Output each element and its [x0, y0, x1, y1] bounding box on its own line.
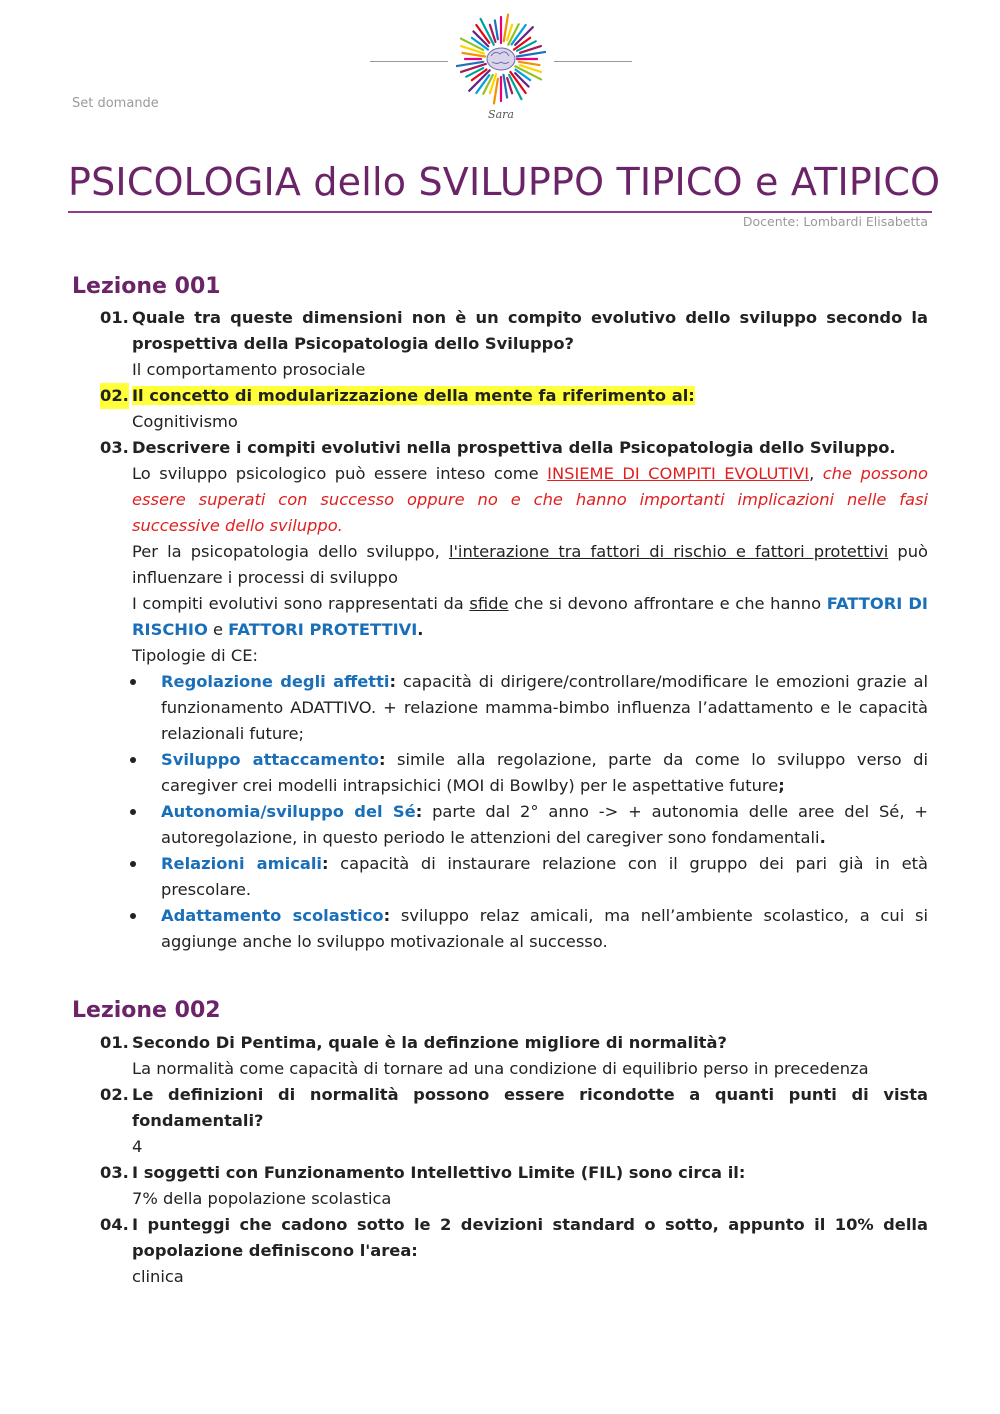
question-number: 02.	[100, 1085, 129, 1104]
text-run: e	[207, 620, 229, 639]
logo-caption: Sara	[488, 108, 514, 121]
key-term-blue: FATTORI PROTETTIVI	[228, 620, 418, 639]
text-run: :	[383, 906, 391, 925]
answer-text: Il comportamento prosociale	[132, 360, 366, 379]
question-text: Descrivere i compiti evolutivi nella prospettiva della Psicopatologia dello Sviluppo.	[132, 438, 896, 457]
list-item	[100, 903, 928, 955]
question-number: 03.	[100, 438, 129, 457]
question-item	[100, 383, 928, 435]
question-text: Le definizioni di normalità possono essere ricondotte a quanti punti di vista fondamentali?	[132, 1085, 928, 1130]
text-run: :	[378, 750, 386, 769]
text-run: Per la psicopatologia dello sviluppo,	[132, 542, 449, 561]
type-term: Relazioni amicali	[161, 854, 323, 873]
answer-text: clinica	[132, 1267, 184, 1286]
question-text: Quale tra queste dimensioni non è un compito evolutivo dello sviluppo secondo la prospettiva della Psicopatologia dello Sviluppo?	[132, 308, 928, 353]
question-text: I punteggi che cadono sotto le 2 devizioni standard o sotto, appunto il 10% della popolazione definiscono l'area:	[132, 1215, 928, 1260]
type-term: Adattamento scolastico	[161, 906, 384, 925]
question-number: 01.	[100, 1033, 129, 1052]
question-item	[100, 1160, 928, 1212]
list-item	[100, 747, 928, 799]
type-description: simile alla regolazione, parte da come lo sviluppo verso di caregiver crei modelli intrapsichici (MOI di Bowlby) per le aspettative future	[161, 750, 928, 795]
document-title: PSICOLOGIA dello SVILUPPO TIPICO e ATIPICO	[68, 160, 941, 204]
teacher-label: Docente: Lombardi Elisabetta	[742, 214, 928, 229]
italic-red-text: che possono essere superati con successo oppure no e che hanno importanti implicazioni nelle fasi successive dello sviluppo.	[132, 464, 928, 535]
types-label: Tipologie di CE:	[132, 646, 258, 665]
text-run: :	[322, 854, 329, 873]
question-item	[100, 1030, 928, 1082]
list-item	[100, 851, 928, 903]
lesson-001-heading: Lezione 001	[72, 274, 221, 299]
text-run: ;	[778, 776, 785, 795]
text-run: :	[415, 802, 423, 821]
ce-types-list	[100, 669, 928, 955]
title-rule	[68, 211, 932, 213]
type-term: Sviluppo attaccamento	[161, 750, 379, 769]
question-text: I soggetti con Funzionamento Intellettivo Limite (FIL) sono circa il:	[132, 1163, 746, 1182]
lesson-001-questions	[100, 305, 928, 669]
brain-burst-logo-icon	[456, 12, 546, 108]
set-label: Set domande	[72, 96, 159, 111]
bullet-icon	[130, 913, 136, 919]
key-term-blue: FATTORI DI RISCHIO	[132, 594, 928, 639]
question-number: 01.	[100, 308, 129, 327]
question-text-highlighted: Il concetto di modularizzazione della mente fa riferimento al:	[132, 386, 695, 405]
text-run: Lo sviluppo psicologico può essere inteso come	[132, 464, 548, 483]
type-term: Regolazione degli affetti	[161, 672, 390, 691]
question-item	[100, 435, 928, 669]
bullet-icon	[130, 679, 136, 685]
text-run: .	[417, 620, 424, 639]
logo-line-left	[370, 61, 448, 62]
ce-types-list-wrap	[100, 669, 928, 955]
text-run: ,	[809, 464, 823, 483]
bullet-icon	[130, 809, 136, 815]
bullet-icon	[130, 757, 136, 763]
question-item	[100, 1082, 928, 1160]
question-number: 02.	[100, 383, 129, 409]
bullet-icon	[130, 861, 136, 867]
answer-text: Cognitivismo	[132, 412, 238, 431]
question-item	[100, 1212, 928, 1290]
type-term: Autonomia/sviluppo del Sé	[161, 802, 416, 821]
type-description: capacità di instaurare relazione con il gruppo dei pari già in età prescolare.	[161, 854, 928, 899]
text-run: che si devono affrontare e che hanno	[508, 594, 827, 613]
logo-ray	[519, 62, 540, 65]
answer-text: 4	[132, 1137, 143, 1156]
lesson-002-questions	[100, 1030, 928, 1290]
logo-line-right	[554, 61, 632, 62]
type-description: parte dal 2° anno -> + autonomia delle aree del Sé, + autoregolazione, in questo periodo le attenzioni del caregiver sono fondamentali	[161, 802, 928, 847]
text-run: :	[389, 672, 396, 691]
answer-paragraph	[132, 539, 928, 591]
type-description: capacità di dirigere/controllare/modificare le emozioni grazie al funzionamento ADATTIVO. + relazione mamma-bimbo influenza l’adattamento e le capacità relazionali future;	[161, 672, 929, 743]
underlined-text: l'interazione tra fattori di rischio e fattori protettivi	[448, 542, 889, 561]
text-run: può influenzare i processi di sviluppo	[132, 542, 928, 587]
answer-paragraph	[132, 591, 928, 643]
lesson-002-heading: Lezione 002	[72, 998, 221, 1023]
key-term-red: INSIEME DI COMPITI EVOLUTIVI	[547, 464, 810, 483]
logo	[370, 10, 632, 130]
text-run: I compiti evolutivi sono rappresentati da	[132, 594, 470, 613]
list-item	[100, 799, 928, 851]
answer-paragraph	[132, 461, 928, 539]
answer-text: La normalità come capacità di tornare ad una condizione di equilibrio perso in precedenza	[132, 1059, 869, 1078]
list-item	[100, 669, 928, 747]
type-description: sviluppo relaz amicali, ma nell’ambiente scolastico, a cui si aggiunge anche lo sviluppo motivazionale al successo.	[161, 906, 928, 951]
question-item	[100, 305, 928, 383]
text-run: .	[819, 828, 826, 847]
answer-text: 7% della popolazione scolastica	[132, 1189, 392, 1208]
question-number: 03.	[100, 1163, 129, 1182]
underlined-text: sfide	[469, 594, 509, 613]
logo-ray	[495, 20, 498, 39]
question-number: 04.	[100, 1215, 129, 1234]
question-text: Secondo Di Pentima, quale è la definzione migliore di normalità?	[132, 1033, 727, 1052]
logo-ray	[494, 79, 498, 104]
